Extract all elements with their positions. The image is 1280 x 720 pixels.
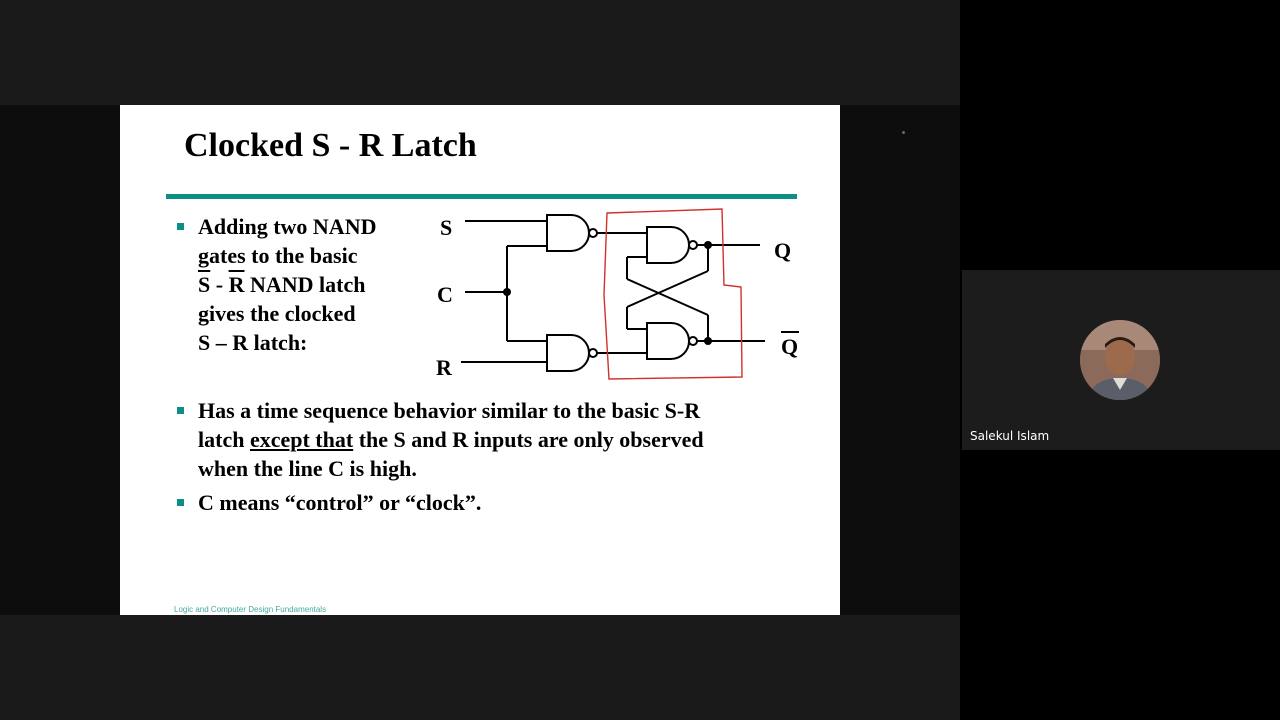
label-s: S [440, 215, 453, 240]
clocked-sr-latch-diagram [120, 105, 840, 615]
bullet-2-line-3: when the line C is high. [198, 456, 417, 481]
label-c: C [437, 282, 453, 307]
label-q-bar: Q [781, 334, 799, 359]
except-that-text: except that [249, 427, 354, 452]
mouse-cursor [902, 131, 905, 134]
bullet-2-line-1: Has a time sequence behavior similar to the basic S-R [198, 398, 701, 423]
s-bar-text: $\overline{S}$ [198, 272, 211, 297]
slide-title: Clocked S - R Latch [184, 127, 477, 164]
bullet-1-line-1: Adding two NAND [198, 214, 377, 239]
nand-gate-r-bubble [589, 349, 597, 357]
qbar-feedback-cross [627, 279, 708, 315]
latch-nand-bottom-bubble [689, 337, 697, 345]
bullet-1-line-4: gives the clocked [198, 301, 356, 326]
top-letterbox [0, 0, 960, 105]
q-feedback-cross [627, 271, 708, 307]
nand-gate-r [547, 335, 589, 371]
nand-gate-s [547, 215, 589, 251]
latch-nand-top [647, 227, 689, 263]
bullet-3-text: C means “control” or “clock”. [198, 490, 482, 515]
label-r: R [436, 355, 452, 380]
shared-slide [120, 105, 840, 615]
c-junction-dot [503, 288, 511, 296]
nand-gate-s-bubble [589, 229, 597, 237]
participant-avatar [1080, 320, 1160, 400]
q-junction-dot [704, 241, 712, 249]
bullet-2-pre: latch [198, 427, 250, 452]
latch-nand-top-bubble [689, 241, 697, 249]
r-bar-text: $\overline{R}$ [228, 272, 245, 297]
bullet-1-line-2: gates to the basic [198, 243, 358, 268]
participant-name: Salekul Islam [970, 429, 1050, 443]
latch-nand-bottom [647, 323, 689, 359]
dash-text: - [210, 272, 229, 297]
bottom-letterbox [0, 615, 960, 720]
bullet-1-line-5: S – R latch: [198, 330, 308, 355]
latch-text: NAND latch [244, 272, 366, 297]
slide-footer: Logic and Computer Design Fundamentals [174, 605, 327, 614]
bullet-2-post: the S and R inputs are only observed [353, 427, 704, 452]
qbar-junction-dot [704, 337, 712, 345]
label-q: Q [774, 238, 792, 263]
participant-video-tile[interactable] [962, 270, 1280, 450]
